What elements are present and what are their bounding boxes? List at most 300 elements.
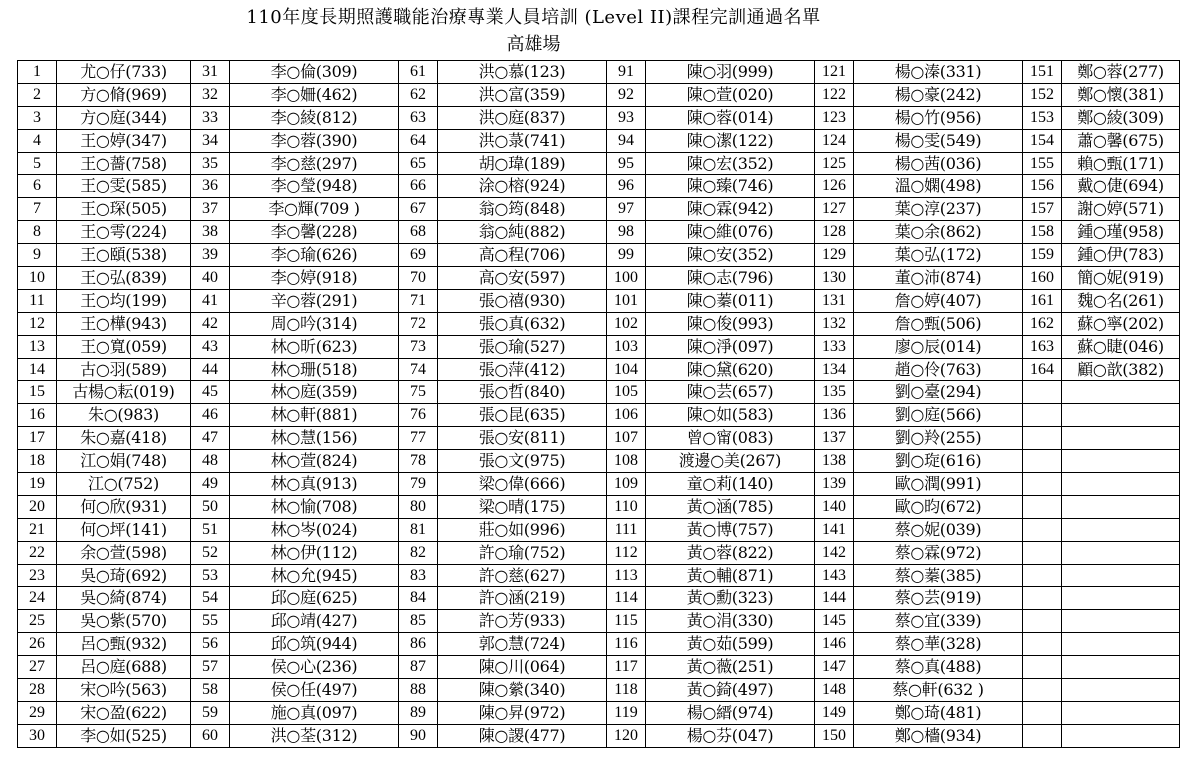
entry-number: 57 — [191, 656, 230, 679]
entry-name: 余○萱(598) — [57, 541, 191, 564]
entry-name: 王○頤(538) — [57, 244, 191, 267]
entry-number: 1 — [18, 61, 57, 84]
entry-number: 99 — [607, 244, 646, 267]
entry-number: 98 — [607, 221, 646, 244]
entry-name: 方○庭(344) — [57, 106, 191, 129]
entry-name: 陳○臻(746) — [646, 175, 815, 198]
entry-name: 張○真(632) — [438, 312, 607, 335]
entry-name: 王○雯(585) — [57, 175, 191, 198]
entry-number: 161 — [1023, 289, 1062, 312]
entry-name: 莊○如(996) — [438, 518, 607, 541]
entry-name: 張○瑜(527) — [438, 335, 607, 358]
table-row — [18, 587, 1180, 610]
entry-name: 蔡○妮(039) — [854, 518, 1023, 541]
entry-name: 陳○蓁(011) — [646, 289, 815, 312]
entry-name: 方○脩(969) — [57, 83, 191, 106]
entry-name — [1062, 495, 1180, 518]
table-row — [18, 495, 1180, 518]
entry-number: 120 — [607, 724, 646, 747]
table-row — [18, 518, 1180, 541]
entry-name: 葉○淳(237) — [854, 198, 1023, 221]
table-row — [18, 358, 1180, 381]
entry-name — [1062, 381, 1180, 404]
entry-name: 王○琛(505) — [57, 198, 191, 221]
entry-number: 160 — [1023, 267, 1062, 290]
entry-name: 朱○嘉(418) — [57, 427, 191, 450]
entry-number: 88 — [399, 679, 438, 702]
entry-name: 蔡○芸(919) — [854, 587, 1023, 610]
entry-name: 張○文(975) — [438, 450, 607, 473]
entry-name: 溫○嫻(498) — [854, 175, 1023, 198]
entry-name: 呂○庭(688) — [57, 656, 191, 679]
document-title: 110年度長期照護職能治療專業人員培訓 (Level II)課程完訓通過名單 — [246, 7, 821, 28]
entry-name: 黃○薇(251) — [646, 656, 815, 679]
entry-name: 林○昕(623) — [230, 335, 399, 358]
entry-name — [1062, 518, 1180, 541]
entry-name: 李○瑜(626) — [230, 244, 399, 267]
entry-number: 56 — [191, 633, 230, 656]
entry-name: 劉○庭(566) — [854, 404, 1023, 427]
entry-name: 涂○榕(924) — [438, 175, 607, 198]
table-row — [18, 610, 1180, 633]
entry-number: 26 — [18, 633, 57, 656]
entry-number: 141 — [815, 518, 854, 541]
entry-name: 鍾○瑾(958) — [1062, 221, 1180, 244]
table-row — [18, 450, 1180, 473]
entry-name: 郭○慧(724) — [438, 633, 607, 656]
entry-number: 77 — [399, 427, 438, 450]
entry-name: 歐○潤(991) — [854, 473, 1023, 496]
entry-number: 89 — [399, 701, 438, 724]
entry-name: 謝○婷(571) — [1062, 198, 1180, 221]
entry-name: 蔡○霖(972) — [854, 541, 1023, 564]
entry-name: 黃○博(757) — [646, 518, 815, 541]
entry-name: 張○禧(930) — [438, 289, 607, 312]
entry-name: 尤○仔(733) — [57, 61, 191, 84]
table-row — [18, 656, 1180, 679]
table-row — [18, 106, 1180, 129]
entry-number: 94 — [607, 129, 646, 152]
entry-number: 87 — [399, 656, 438, 679]
entry-name: 廖○辰(014) — [854, 335, 1023, 358]
table-row — [18, 633, 1180, 656]
entry-name: 鄭○蓉(277) — [1062, 61, 1180, 84]
entry-name: 李○瑩(948) — [230, 175, 399, 198]
entry-name: 王○婷(347) — [57, 129, 191, 152]
table-row — [18, 83, 1180, 106]
entry-name: 古○羽(589) — [57, 358, 191, 381]
entry-name: 黃○錡(497) — [646, 679, 815, 702]
entry-name: 李○輝(709 ) — [230, 198, 399, 221]
entry-number: 50 — [191, 495, 230, 518]
entry-number: 72 — [399, 312, 438, 335]
entry-name: 陳○芸(657) — [646, 381, 815, 404]
entry-number: 5 — [18, 152, 57, 175]
entry-number: 76 — [399, 404, 438, 427]
entry-number: 158 — [1023, 221, 1062, 244]
entry-name: 周○吟(314) — [230, 312, 399, 335]
entry-number: 34 — [191, 129, 230, 152]
entry-name: 何○坪(141) — [57, 518, 191, 541]
entry-name: 李○倫(309) — [230, 61, 399, 84]
entry-number: 45 — [191, 381, 230, 404]
entry-name: 李○馨(228) — [230, 221, 399, 244]
entry-number: 9 — [18, 244, 57, 267]
entry-name: 黃○涓(330) — [646, 610, 815, 633]
entry-number: 81 — [399, 518, 438, 541]
entry-number: 155 — [1023, 152, 1062, 175]
entry-number: 8 — [18, 221, 57, 244]
entry-name: 曾○甯(083) — [646, 427, 815, 450]
entry-name: 黃○涵(785) — [646, 495, 815, 518]
table-row — [18, 724, 1180, 747]
entry-name: 梁○晴(175) — [438, 495, 607, 518]
entry-number — [1023, 724, 1062, 747]
entry-number: 44 — [191, 358, 230, 381]
entry-name: 吳○綺(874) — [57, 587, 191, 610]
entry-number: 31 — [191, 61, 230, 84]
entry-number: 149 — [815, 701, 854, 724]
entry-name — [1062, 450, 1180, 473]
entry-number: 67 — [399, 198, 438, 221]
entry-number: 82 — [399, 541, 438, 564]
entry-number: 80 — [399, 495, 438, 518]
entry-name: 鄭○琦(481) — [854, 701, 1023, 724]
entry-number: 123 — [815, 106, 854, 129]
entry-number: 75 — [399, 381, 438, 404]
entry-name: 陳○志(796) — [646, 267, 815, 290]
entry-name: 鍾○伊(783) — [1062, 244, 1180, 267]
entry-number: 62 — [399, 83, 438, 106]
entry-name — [1062, 427, 1180, 450]
entry-name — [1062, 610, 1180, 633]
entry-name: 詹○婷(407) — [854, 289, 1023, 312]
entry-name — [1062, 564, 1180, 587]
entry-name: 陳○昇(972) — [438, 701, 607, 724]
entry-name: 蔡○真(488) — [854, 656, 1023, 679]
entry-name: 林○允(945) — [230, 564, 399, 587]
entry-name: 董○沛(874) — [854, 267, 1023, 290]
table-row — [18, 701, 1180, 724]
entry-name: 王○樺(943) — [57, 312, 191, 335]
entry-number: 69 — [399, 244, 438, 267]
entry-number: 133 — [815, 335, 854, 358]
entry-number: 61 — [399, 61, 438, 84]
entry-number: 3 — [18, 106, 57, 129]
entry-number — [1023, 404, 1062, 427]
entry-number: 117 — [607, 656, 646, 679]
entry-number: 12 — [18, 312, 57, 335]
entry-number: 55 — [191, 610, 230, 633]
entry-name: 許○瑜(752) — [438, 541, 607, 564]
entry-number: 127 — [815, 198, 854, 221]
entry-number: 159 — [1023, 244, 1062, 267]
document-subtitle: 高雄場 — [506, 34, 561, 55]
entry-name: 陳○宏(352) — [646, 152, 815, 175]
entry-number: 96 — [607, 175, 646, 198]
entry-number: 100 — [607, 267, 646, 290]
entry-number: 152 — [1023, 83, 1062, 106]
entry-number: 18 — [18, 450, 57, 473]
entry-number: 48 — [191, 450, 230, 473]
entry-number: 157 — [1023, 198, 1062, 221]
entry-number: 78 — [399, 450, 438, 473]
entry-name: 張○萍(412) — [438, 358, 607, 381]
entry-name: 王○均(199) — [57, 289, 191, 312]
entry-name: 蔡○宜(339) — [854, 610, 1023, 633]
entry-number: 35 — [191, 152, 230, 175]
entry-number: 162 — [1023, 312, 1062, 335]
entry-number: 128 — [815, 221, 854, 244]
entry-number: 105 — [607, 381, 646, 404]
entry-name: 陳○黛(620) — [646, 358, 815, 381]
entry-number: 27 — [18, 656, 57, 679]
table-row — [18, 289, 1180, 312]
table-row — [18, 244, 1180, 267]
entry-name: 王○寬(059) — [57, 335, 191, 358]
entry-name: 張○昆(635) — [438, 404, 607, 427]
entry-number: 116 — [607, 633, 646, 656]
entry-number: 164 — [1023, 358, 1062, 381]
entry-number: 114 — [607, 587, 646, 610]
entry-number: 143 — [815, 564, 854, 587]
entry-name: 劉○臺(294) — [854, 381, 1023, 404]
entry-name: 黃○茹(599) — [646, 633, 815, 656]
entry-name: 李○如(525) — [57, 724, 191, 747]
entry-name: 江○娟(748) — [57, 450, 191, 473]
entry-number: 33 — [191, 106, 230, 129]
entry-number: 154 — [1023, 129, 1062, 152]
entry-name: 林○真(913) — [230, 473, 399, 496]
entry-name: 楊○雯(549) — [854, 129, 1023, 152]
entry-number: 108 — [607, 450, 646, 473]
entry-name: 楊○溱(331) — [854, 61, 1023, 84]
entry-number: 163 — [1023, 335, 1062, 358]
entry-number: 139 — [815, 473, 854, 496]
entry-name: 侯○心(236) — [230, 656, 399, 679]
entry-number: 49 — [191, 473, 230, 496]
entry-name: 陳○羽(999) — [646, 61, 815, 84]
entry-name: 陳○淨(097) — [646, 335, 815, 358]
entry-name — [1062, 633, 1180, 656]
entry-number: 156 — [1023, 175, 1062, 198]
entry-name: 陳○安(352) — [646, 244, 815, 267]
entry-name — [1062, 473, 1180, 496]
entry-number: 83 — [399, 564, 438, 587]
entry-name: 洪○荃(312) — [230, 724, 399, 747]
entry-name: 邱○靖(427) — [230, 610, 399, 633]
entry-number: 59 — [191, 701, 230, 724]
entry-name: 許○芳(933) — [438, 610, 607, 633]
entry-number: 109 — [607, 473, 646, 496]
entry-name: 陳○俊(993) — [646, 312, 815, 335]
entry-name: 林○珊(518) — [230, 358, 399, 381]
entry-name: 李○綾(812) — [230, 106, 399, 129]
entry-number: 16 — [18, 404, 57, 427]
entry-number: 22 — [18, 541, 57, 564]
entry-name: 賴○甄(171) — [1062, 152, 1180, 175]
entry-name: 王○弘(839) — [57, 267, 191, 290]
entry-name: 朱○(983) — [57, 404, 191, 427]
entry-name — [1062, 541, 1180, 564]
roster-table — [17, 60, 1180, 748]
entry-name: 魏○名(261) — [1062, 289, 1180, 312]
entry-name: 葉○余(862) — [854, 221, 1023, 244]
entry-number — [1023, 427, 1062, 450]
entry-number: 134 — [815, 358, 854, 381]
entry-number: 60 — [191, 724, 230, 747]
entry-name: 楊○豪(242) — [854, 83, 1023, 106]
entry-name: 楊○竹(956) — [854, 106, 1023, 129]
entry-number: 46 — [191, 404, 230, 427]
entry-name: 楊○縉(974) — [646, 701, 815, 724]
entry-number — [1023, 450, 1062, 473]
entry-number — [1023, 610, 1062, 633]
table-row — [18, 427, 1180, 450]
entry-number: 51 — [191, 518, 230, 541]
entry-number: 52 — [191, 541, 230, 564]
entry-number: 15 — [18, 381, 57, 404]
entry-name: 鄭○懷(381) — [1062, 83, 1180, 106]
entry-number: 103 — [607, 335, 646, 358]
entry-name: 林○萱(824) — [230, 450, 399, 473]
entry-number: 19 — [18, 473, 57, 496]
entry-number: 126 — [815, 175, 854, 198]
entry-number — [1023, 473, 1062, 496]
entry-number: 47 — [191, 427, 230, 450]
entry-number: 97 — [607, 198, 646, 221]
entry-number: 144 — [815, 587, 854, 610]
entry-number: 4 — [18, 129, 57, 152]
table-row — [18, 267, 1180, 290]
table-row — [18, 129, 1180, 152]
entry-name: 辛○蓉(291) — [230, 289, 399, 312]
entry-name: 古楊○耘(019) — [57, 381, 191, 404]
entry-name: 江○(752) — [57, 473, 191, 496]
entry-name: 陳○如(583) — [646, 404, 815, 427]
entry-number: 21 — [18, 518, 57, 541]
entry-name: 翁○筠(848) — [438, 198, 607, 221]
entry-name: 蘇○寧(202) — [1062, 312, 1180, 335]
entry-number: 129 — [815, 244, 854, 267]
entry-number: 40 — [191, 267, 230, 290]
entry-number: 13 — [18, 335, 57, 358]
entry-name — [1062, 679, 1180, 702]
entry-number: 2 — [18, 83, 57, 106]
entry-name: 吳○紫(570) — [57, 610, 191, 633]
entry-number: 132 — [815, 312, 854, 335]
entry-number — [1023, 495, 1062, 518]
entry-name: 高○程(706) — [438, 244, 607, 267]
entry-number: 32 — [191, 83, 230, 106]
entry-number: 91 — [607, 61, 646, 84]
table-row — [18, 152, 1180, 175]
entry-name: 林○岑(024) — [230, 518, 399, 541]
entry-name: 吳○琦(692) — [57, 564, 191, 587]
entry-number: 101 — [607, 289, 646, 312]
entry-number: 150 — [815, 724, 854, 747]
entry-name: 葉○弘(172) — [854, 244, 1023, 267]
entry-name: 宋○盈(622) — [57, 701, 191, 724]
entry-name: 林○慧(156) — [230, 427, 399, 450]
table-row — [18, 564, 1180, 587]
entry-number — [1023, 701, 1062, 724]
entry-name: 黃○勳(323) — [646, 587, 815, 610]
entry-name: 戴○倢(694) — [1062, 175, 1180, 198]
table-row — [18, 61, 1180, 84]
entry-number — [1023, 587, 1062, 610]
entry-number: 92 — [607, 83, 646, 106]
entry-number: 11 — [18, 289, 57, 312]
entry-number: 14 — [18, 358, 57, 381]
entry-number: 90 — [399, 724, 438, 747]
entry-name: 洪○庭(837) — [438, 106, 607, 129]
entry-number: 125 — [815, 152, 854, 175]
entry-number: 17 — [18, 427, 57, 450]
entry-number: 102 — [607, 312, 646, 335]
entry-name: 陳○縈(340) — [438, 679, 607, 702]
entry-name: 蔡○華(328) — [854, 633, 1023, 656]
entry-name: 呂○甄(932) — [57, 633, 191, 656]
entry-number: 41 — [191, 289, 230, 312]
entry-name: 陳○潔(122) — [646, 129, 815, 152]
entry-number: 122 — [815, 83, 854, 106]
entry-number: 140 — [815, 495, 854, 518]
entry-name: 林○軒(881) — [230, 404, 399, 427]
entry-name: 楊○茜(036) — [854, 152, 1023, 175]
entry-name: 洪○菉(741) — [438, 129, 607, 152]
entry-name: 許○涵(219) — [438, 587, 607, 610]
entry-number: 86 — [399, 633, 438, 656]
table-row — [18, 198, 1180, 221]
entry-number: 111 — [607, 518, 646, 541]
entry-number: 71 — [399, 289, 438, 312]
entry-name: 李○姍(462) — [230, 83, 399, 106]
entry-number: 6 — [18, 175, 57, 198]
entry-name: 楊○芬(047) — [646, 724, 815, 747]
entry-number: 93 — [607, 106, 646, 129]
entry-number — [1023, 564, 1062, 587]
entry-number: 79 — [399, 473, 438, 496]
entry-number: 124 — [815, 129, 854, 152]
table-row — [18, 381, 1180, 404]
entry-number: 10 — [18, 267, 57, 290]
entry-number: 107 — [607, 427, 646, 450]
entry-name: 劉○琁(616) — [854, 450, 1023, 473]
entry-name: 何○欣(931) — [57, 495, 191, 518]
entry-number: 43 — [191, 335, 230, 358]
entry-number: 66 — [399, 175, 438, 198]
entry-number: 42 — [191, 312, 230, 335]
table-row — [18, 541, 1180, 564]
entry-name: 鄭○綾(309) — [1062, 106, 1180, 129]
table-row — [18, 175, 1180, 198]
entry-number: 113 — [607, 564, 646, 587]
entry-name: 渡邊○美(267) — [646, 450, 815, 473]
entry-name: 蘇○睫(046) — [1062, 335, 1180, 358]
entry-number: 151 — [1023, 61, 1062, 84]
entry-number: 104 — [607, 358, 646, 381]
entry-name: 王○薔(758) — [57, 152, 191, 175]
entry-name: 蕭○馨(675) — [1062, 129, 1180, 152]
entry-number: 95 — [607, 152, 646, 175]
entry-number: 25 — [18, 610, 57, 633]
entry-number: 39 — [191, 244, 230, 267]
entry-name: 林○伊(112) — [230, 541, 399, 564]
table-row — [18, 335, 1180, 358]
entry-name: 高○安(597) — [438, 267, 607, 290]
entry-name — [1062, 701, 1180, 724]
